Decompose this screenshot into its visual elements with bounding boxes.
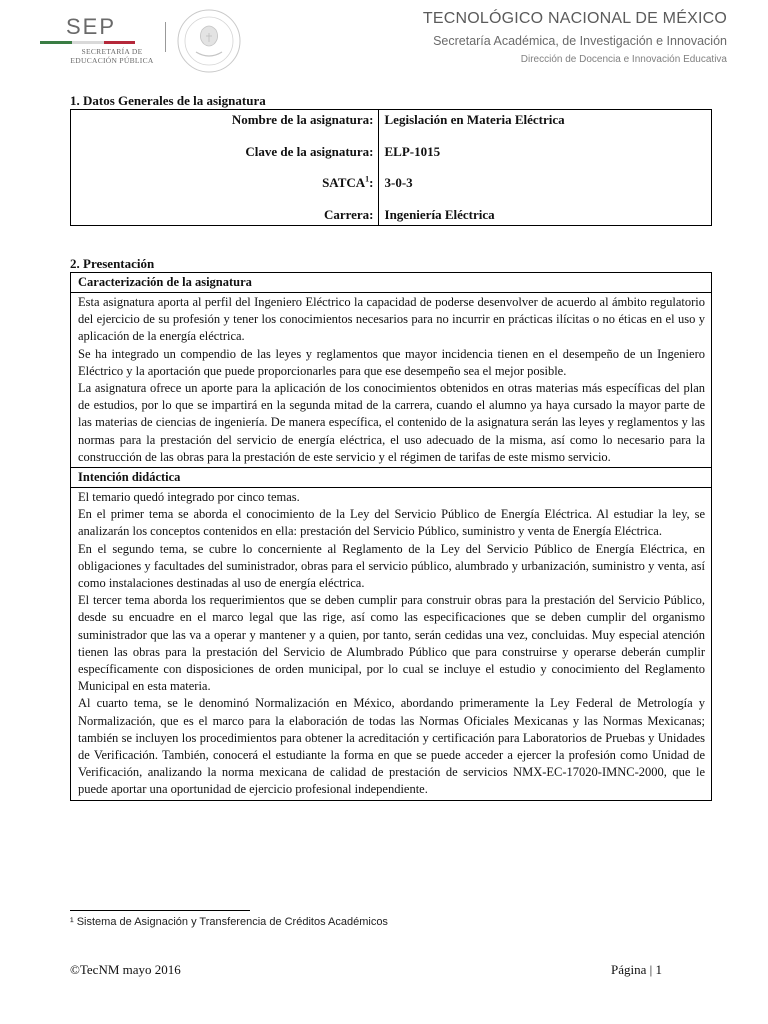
footnote: ¹ Sistema de Asignación y Transferencia de Créditos Académicos bbox=[70, 916, 388, 928]
footnote-ref: 1 bbox=[365, 174, 370, 184]
institution-title: TECNOLÓGICO NACIONAL DE MÉXICO bbox=[422, 10, 727, 27]
paragraph: Esta asignatura aporta al perfil del Ingeniero Eléctrico la capacidad de poderse desenvolver de acuerdo al ámbito regulatorio del ejercicio de su profesión y tener los conocimientos necesarios para no incurrir en prácticas ilícitas o no éticas en el uso y aplicación de la energía eléctrica. bbox=[78, 295, 705, 344]
subject-key-label: Clave de la asignatura: bbox=[245, 143, 374, 159]
section2-title: 2. Presentación bbox=[70, 256, 155, 271]
paragraph: Se ha integrado un compendio de las leyes y reglamentos que mayor incidencia tienen en el desempeño de un Ingeniero Eléctrico y la aportación que puede proporcionarles para que ese desempeño sea el mejor posible. bbox=[78, 346, 705, 378]
national-seal-icon bbox=[176, 8, 242, 74]
table-row bbox=[71, 273, 712, 293]
presentation-table bbox=[70, 272, 712, 801]
footer-page-number: Página | 1 bbox=[611, 962, 662, 977]
paragraph: El temario quedó integrado por cinco temas. bbox=[78, 490, 300, 505]
sep-logo-text: SEP bbox=[66, 14, 117, 39]
career-value: Ingeniería Eléctrica bbox=[384, 206, 495, 222]
didactic-body bbox=[71, 488, 712, 801]
paragraph: En el primer tema se aborda el conocimiento de la Ley del Servicio Público de Energía Eléctrica. Al estudiar la ley, se analizarán los conceptos contenidos en ella: prestación del Servicio Público, suministro y venta de Energía Eléctrica. bbox=[78, 507, 705, 539]
table-row bbox=[71, 110, 712, 226]
satca-label-text: SATCA bbox=[322, 175, 366, 190]
labels-cell bbox=[71, 110, 379, 226]
sep-logo bbox=[38, 14, 168, 74]
footer-copyright: ©TecNM mayo 2016 bbox=[70, 962, 181, 977]
characterization-heading: Caracterización de la asignatura bbox=[71, 273, 712, 293]
sep-tricolor-bar bbox=[40, 41, 135, 44]
table-row bbox=[71, 488, 712, 801]
direction-name: Dirección de Docencia e Innovación Educativa bbox=[520, 54, 727, 65]
section1-title: 1. Datos Generales de la asignatura bbox=[70, 93, 266, 108]
subject-name-label: Nombre de la asignatura: bbox=[231, 112, 374, 127]
page-header bbox=[0, 0, 768, 80]
didactic-heading: Intención didáctica bbox=[71, 468, 712, 488]
satca-label-colon: : bbox=[369, 175, 374, 190]
subject-key-value: ELP-1015 bbox=[384, 143, 441, 159]
satca-value: 3-0-3 bbox=[384, 175, 413, 190]
paragraph: La asignatura ofrece un aporte para la aplicación de los conocimientos obtenidos en otras materias más específicas del plan de estudios, por lo que se impartirá en la segunda mitad de la carrera, cuando el alumno ya haya cursado la mayor parte de las materias de ciencias de ingeniería. De manera específica, el contenido de la asignatura serán las leyes y reglamentos y las normas para la prestación del servicio de energía eléctrica, el uso adecuado de la misma, así como lo necesario para la construcción de las obras para la prestación de este servicio y el régimen de tarifas de este mismo servicio. bbox=[78, 381, 705, 464]
sep-subtitle-line2: EDUCACIÓN PÚBLICA bbox=[70, 56, 154, 65]
general-data-table bbox=[70, 109, 712, 226]
secretariat-name: Secretaría Académica, de Investigación e Innovación bbox=[433, 34, 727, 48]
header-divider bbox=[165, 22, 166, 52]
paragraph: El tercer tema aborda los requerimientos que se deben cumplir para construir obras para la prestación del Servicio Público, desde su encuadre en el marco legal que las rige, así como las especificaciones que se deben cumplir del organismo suministrador que las va a operar y mantener y a quien, por tanto, serán cedidas una vez, concluidas. Muy especial atención tienen las obras para la prestación del Servicio de Alumbrado Público que para construirse y operarse deberán cumplir específicamente con disposiciones de orden municipal, por lo cual se incluye el estudio y conocimiento del Reglamento Municipal en esta materia. bbox=[78, 593, 705, 694]
satca-label bbox=[71, 173, 378, 205]
table-row bbox=[71, 293, 712, 468]
values-cell bbox=[378, 110, 711, 226]
footnote-divider bbox=[70, 910, 250, 911]
subject-name-value: Legislación en Materia Eléctrica bbox=[384, 112, 565, 127]
table-row bbox=[71, 468, 712, 488]
paragraph: Al cuarto tema, se le denominó Normalización en México, abordando primeramente la Ley Federal de Metrología y Normalización, que es el marco para la elaboración de todas las Normas Oficiales Mexicanas y las Normas Mexicanas; también se incluyen los procedimientos para obtener la acreditación y certificación para Laboratorios de Pruebas y Unidades de Verificación. También, conocerá el estudiante la forma en que se puede acceder a ejercer la profesión como Unidad de Verificación, analizando la norma mexicana de calidad de prestación de servicios NMX-EC-17020-IMNC-2000, que le puede aportar una oportunidad de ejercicio profesional independiente. bbox=[78, 696, 705, 797]
characterization-body bbox=[71, 293, 712, 468]
sep-subtitle-line1: SECRETARÍA DE bbox=[81, 47, 143, 56]
paragraph: En el segundo tema, se cubre lo concerniente al Reglamento de la Ley del Servicio Público de Energía Eléctrica, en obligaciones y facultades del suministrador, obras para el servicio público, alumbrado y urbanización, suministro y venta, así como instalaciones destinadas al uso de energía eléctrica. bbox=[78, 541, 705, 591]
career-label: Carrera: bbox=[323, 206, 374, 222]
sep-subtitle bbox=[52, 47, 172, 65]
